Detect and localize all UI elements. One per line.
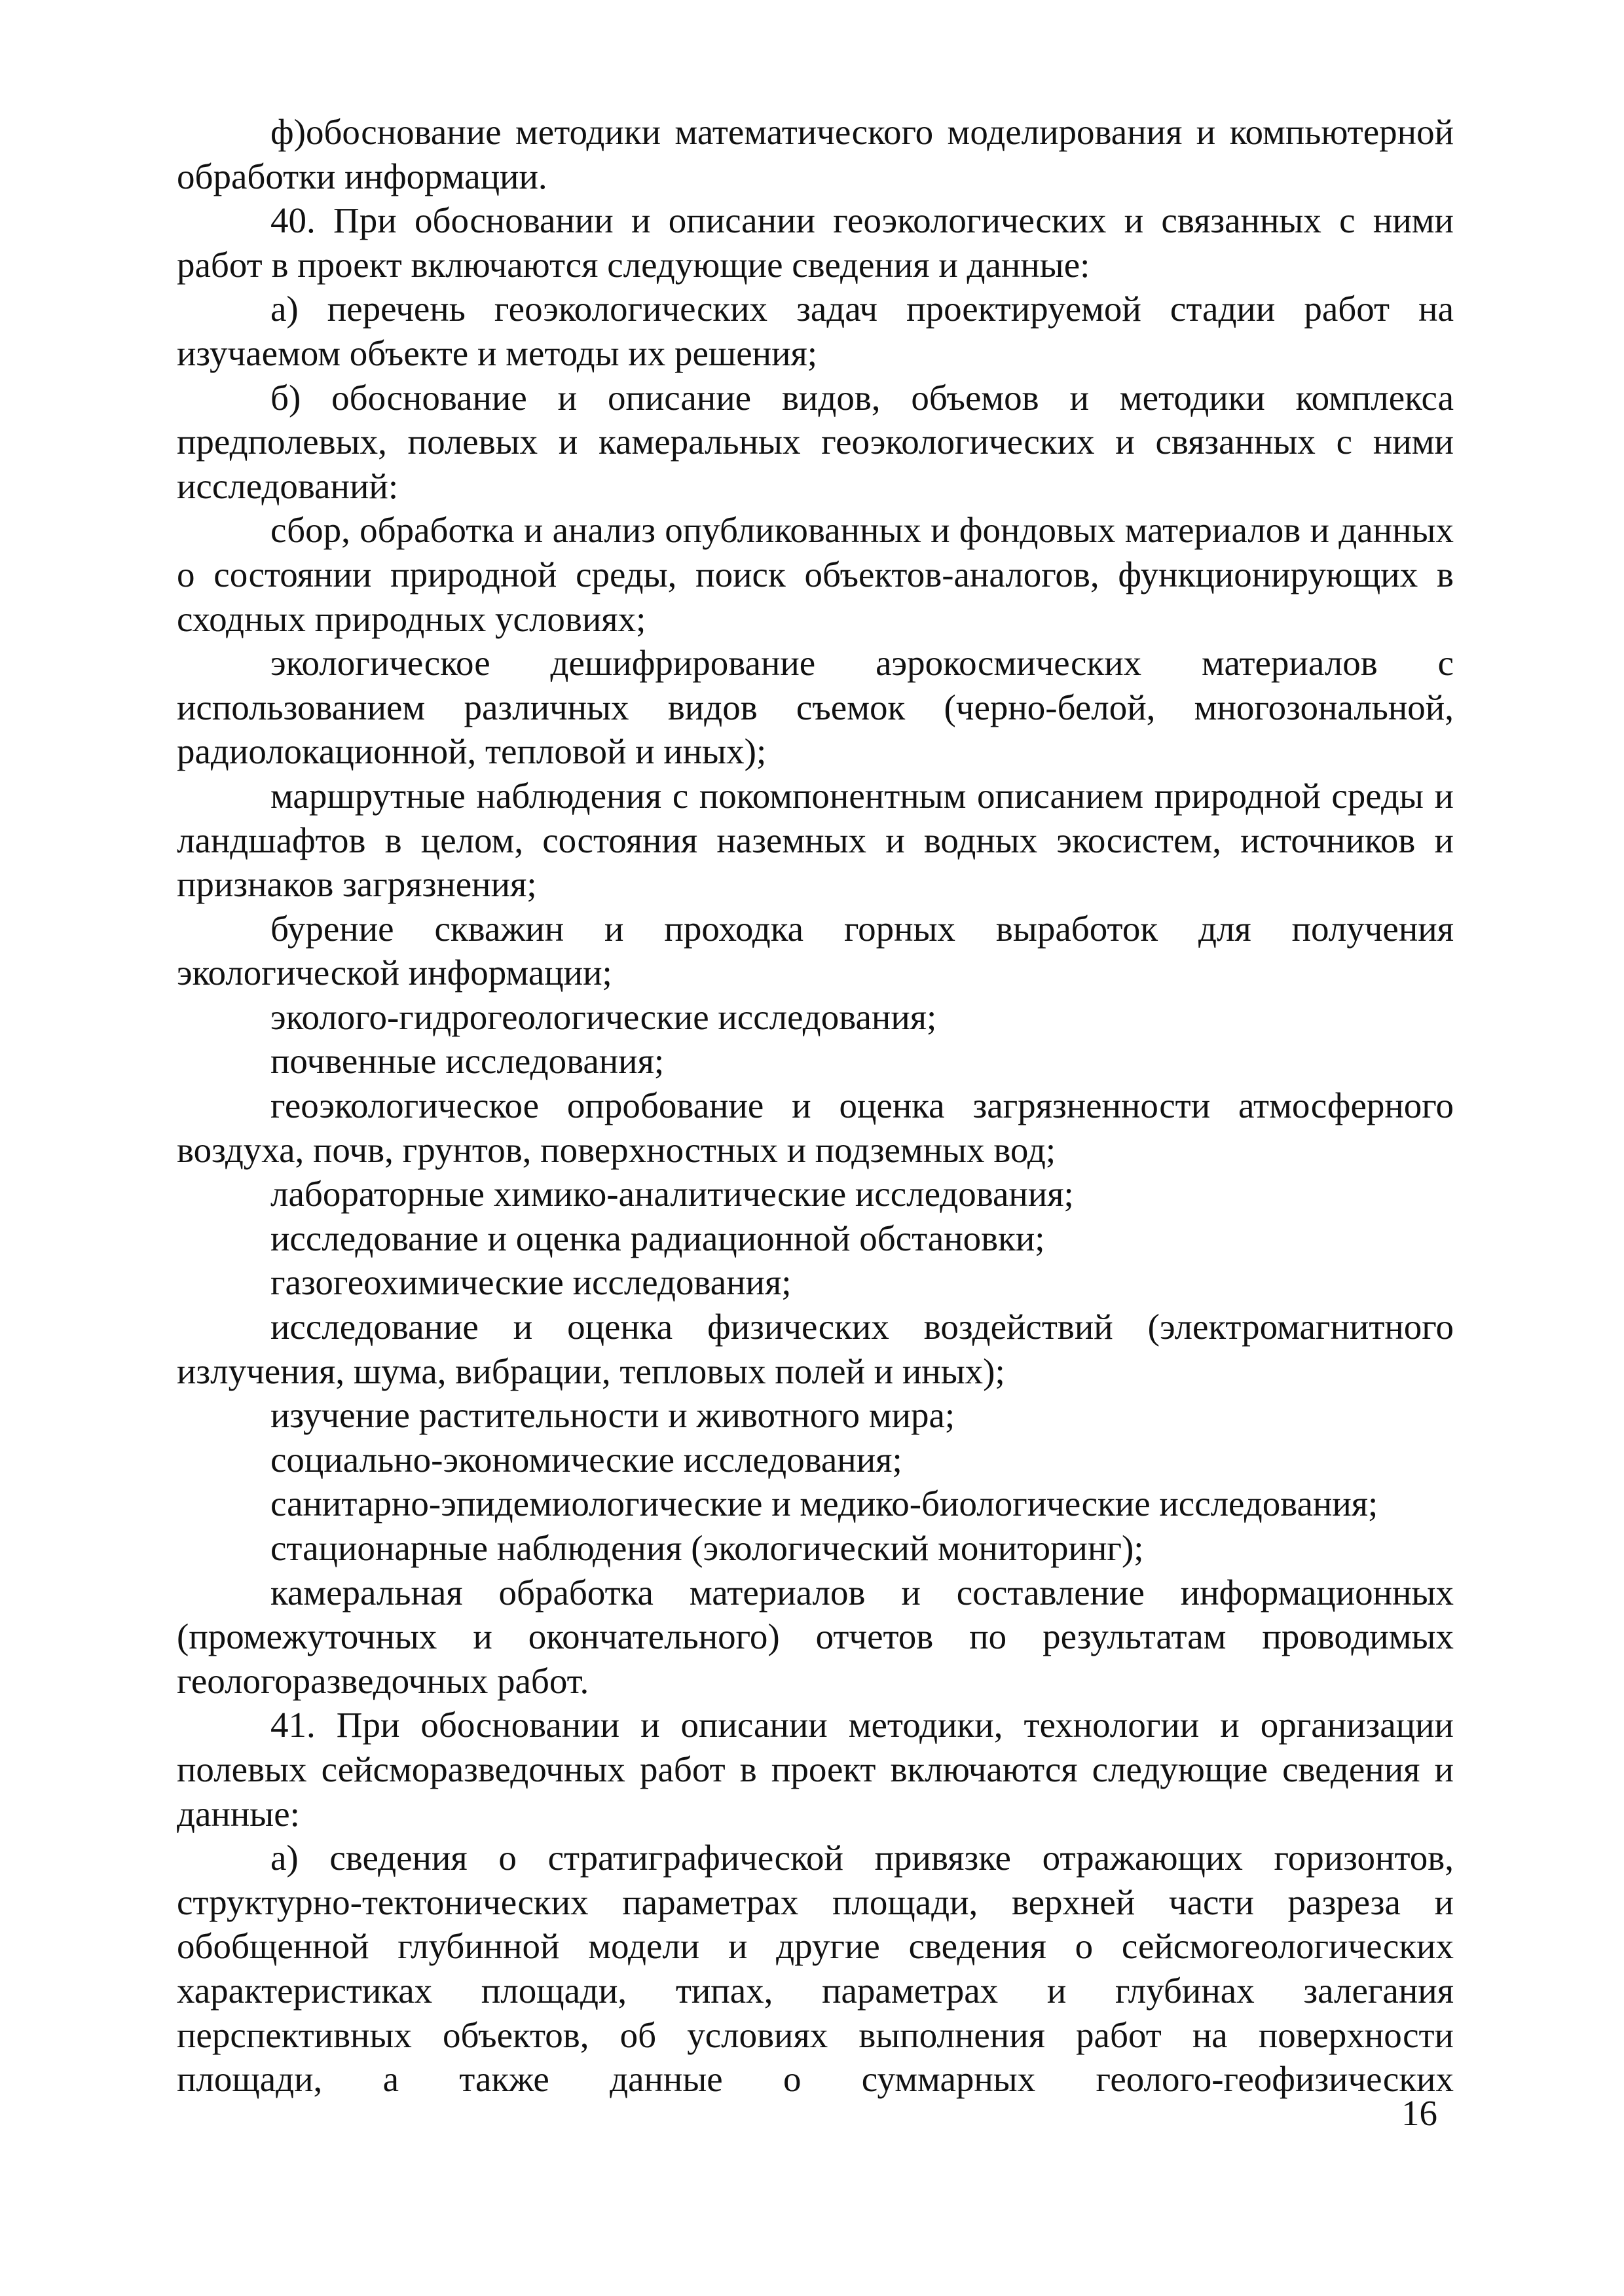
paragraph-item-41: 41. При обосновании и описании методики, технологии и организации полевых сейсморазведочных работ в проект включаются следующие сведения и данные: [177, 1705, 1454, 1834]
list-item: бурение скважин и проходка горных выработок для получения экологической информации; [177, 908, 1454, 993]
document-body [177, 110, 1454, 2102]
list-item: социально-экономические исследования; [270, 1439, 902, 1480]
paragraph-f-justification: ф)обоснование методики математического моделирования и компьютерной обработки информации. [177, 112, 1454, 196]
list-item: газогеохимические исследования; [270, 1262, 792, 1303]
list-item: маршрутные наблюдения с покомпонентным описанием природной среды и ландшафтов в целом, состояния наземных и водных экосистем, источников и признаков загрязнения; [177, 775, 1454, 905]
paragraph-40-b: б) обоснование и описание видов, объемов и методики комплекса предполевых, полевых и камеральных геоэкологических и связанных с ними исследований: [177, 377, 1454, 506]
list-item: санитарно-эпидемиологические и медико-биологические исследования; [270, 1484, 1378, 1524]
list-item: почвенные исследования; [270, 1041, 665, 1082]
list-item: стационарные наблюдения (экологический мониторинг); [270, 1528, 1144, 1568]
list-item: сбор, обработка и анализ опубликованных и фондовых материалов и данных о состоянии природной среды, поиск объектов-аналогов, функционирующих в сходных природных условиях; [177, 510, 1454, 639]
list-item: лабораторные химико-аналитические исследования; [270, 1174, 1074, 1214]
page-number: 16 [1401, 2093, 1437, 2133]
paragraph-41-a: а) сведения о стратиграфической привязке отражающих горизонтов, структурно-тектонических параметрах площади, верхней части разреза и обобщенной глубинной модели и другие сведения о сейсмогеологических характеристиках площади, типах, параметрах и глубинах залегания перспективных объектов, об условиях выполнения работ на поверхности площади, а также данные о суммарных геолого-геофизических [177, 1838, 1454, 2100]
paragraph-40-a: а) перечень геоэкологических задач проектируемой стадии работ на изучаемом объекте и методы их решения; [177, 289, 1454, 373]
paragraph-item-40: 40. При обосновании и описании геоэкологических и связанных с ними работ в проект включаются следующие сведения и данные: [177, 200, 1454, 285]
list-item: камеральная обработка материалов и составление информационных (промежуточных и окончательного) отчетов по результатам проводимых геологоразведочных работ. [177, 1572, 1454, 1701]
list-item: изучение растительности и животного мира; [270, 1395, 955, 1436]
list-item: исследование и оценка физических воздействий (электромагнитного излучения, шума, вибрации, тепловых полей и иных); [177, 1307, 1454, 1391]
list-item: геоэкологическое опробование и оценка загрязненности атмосферного воздуха, почв, грунтов, поверхностных и подземных вод; [177, 1085, 1454, 1170]
list-item: эколого-гидрогеологические исследования; [270, 996, 937, 1037]
list-item: исследование и оценка радиационной обстановки; [270, 1218, 1045, 1258]
list-item: экологическое дешифрирование аэрокосмических материалов с использованием различных видов съемок (черно-белой, многозональной, радиолокационной, тепловой и иных); [177, 643, 1454, 772]
